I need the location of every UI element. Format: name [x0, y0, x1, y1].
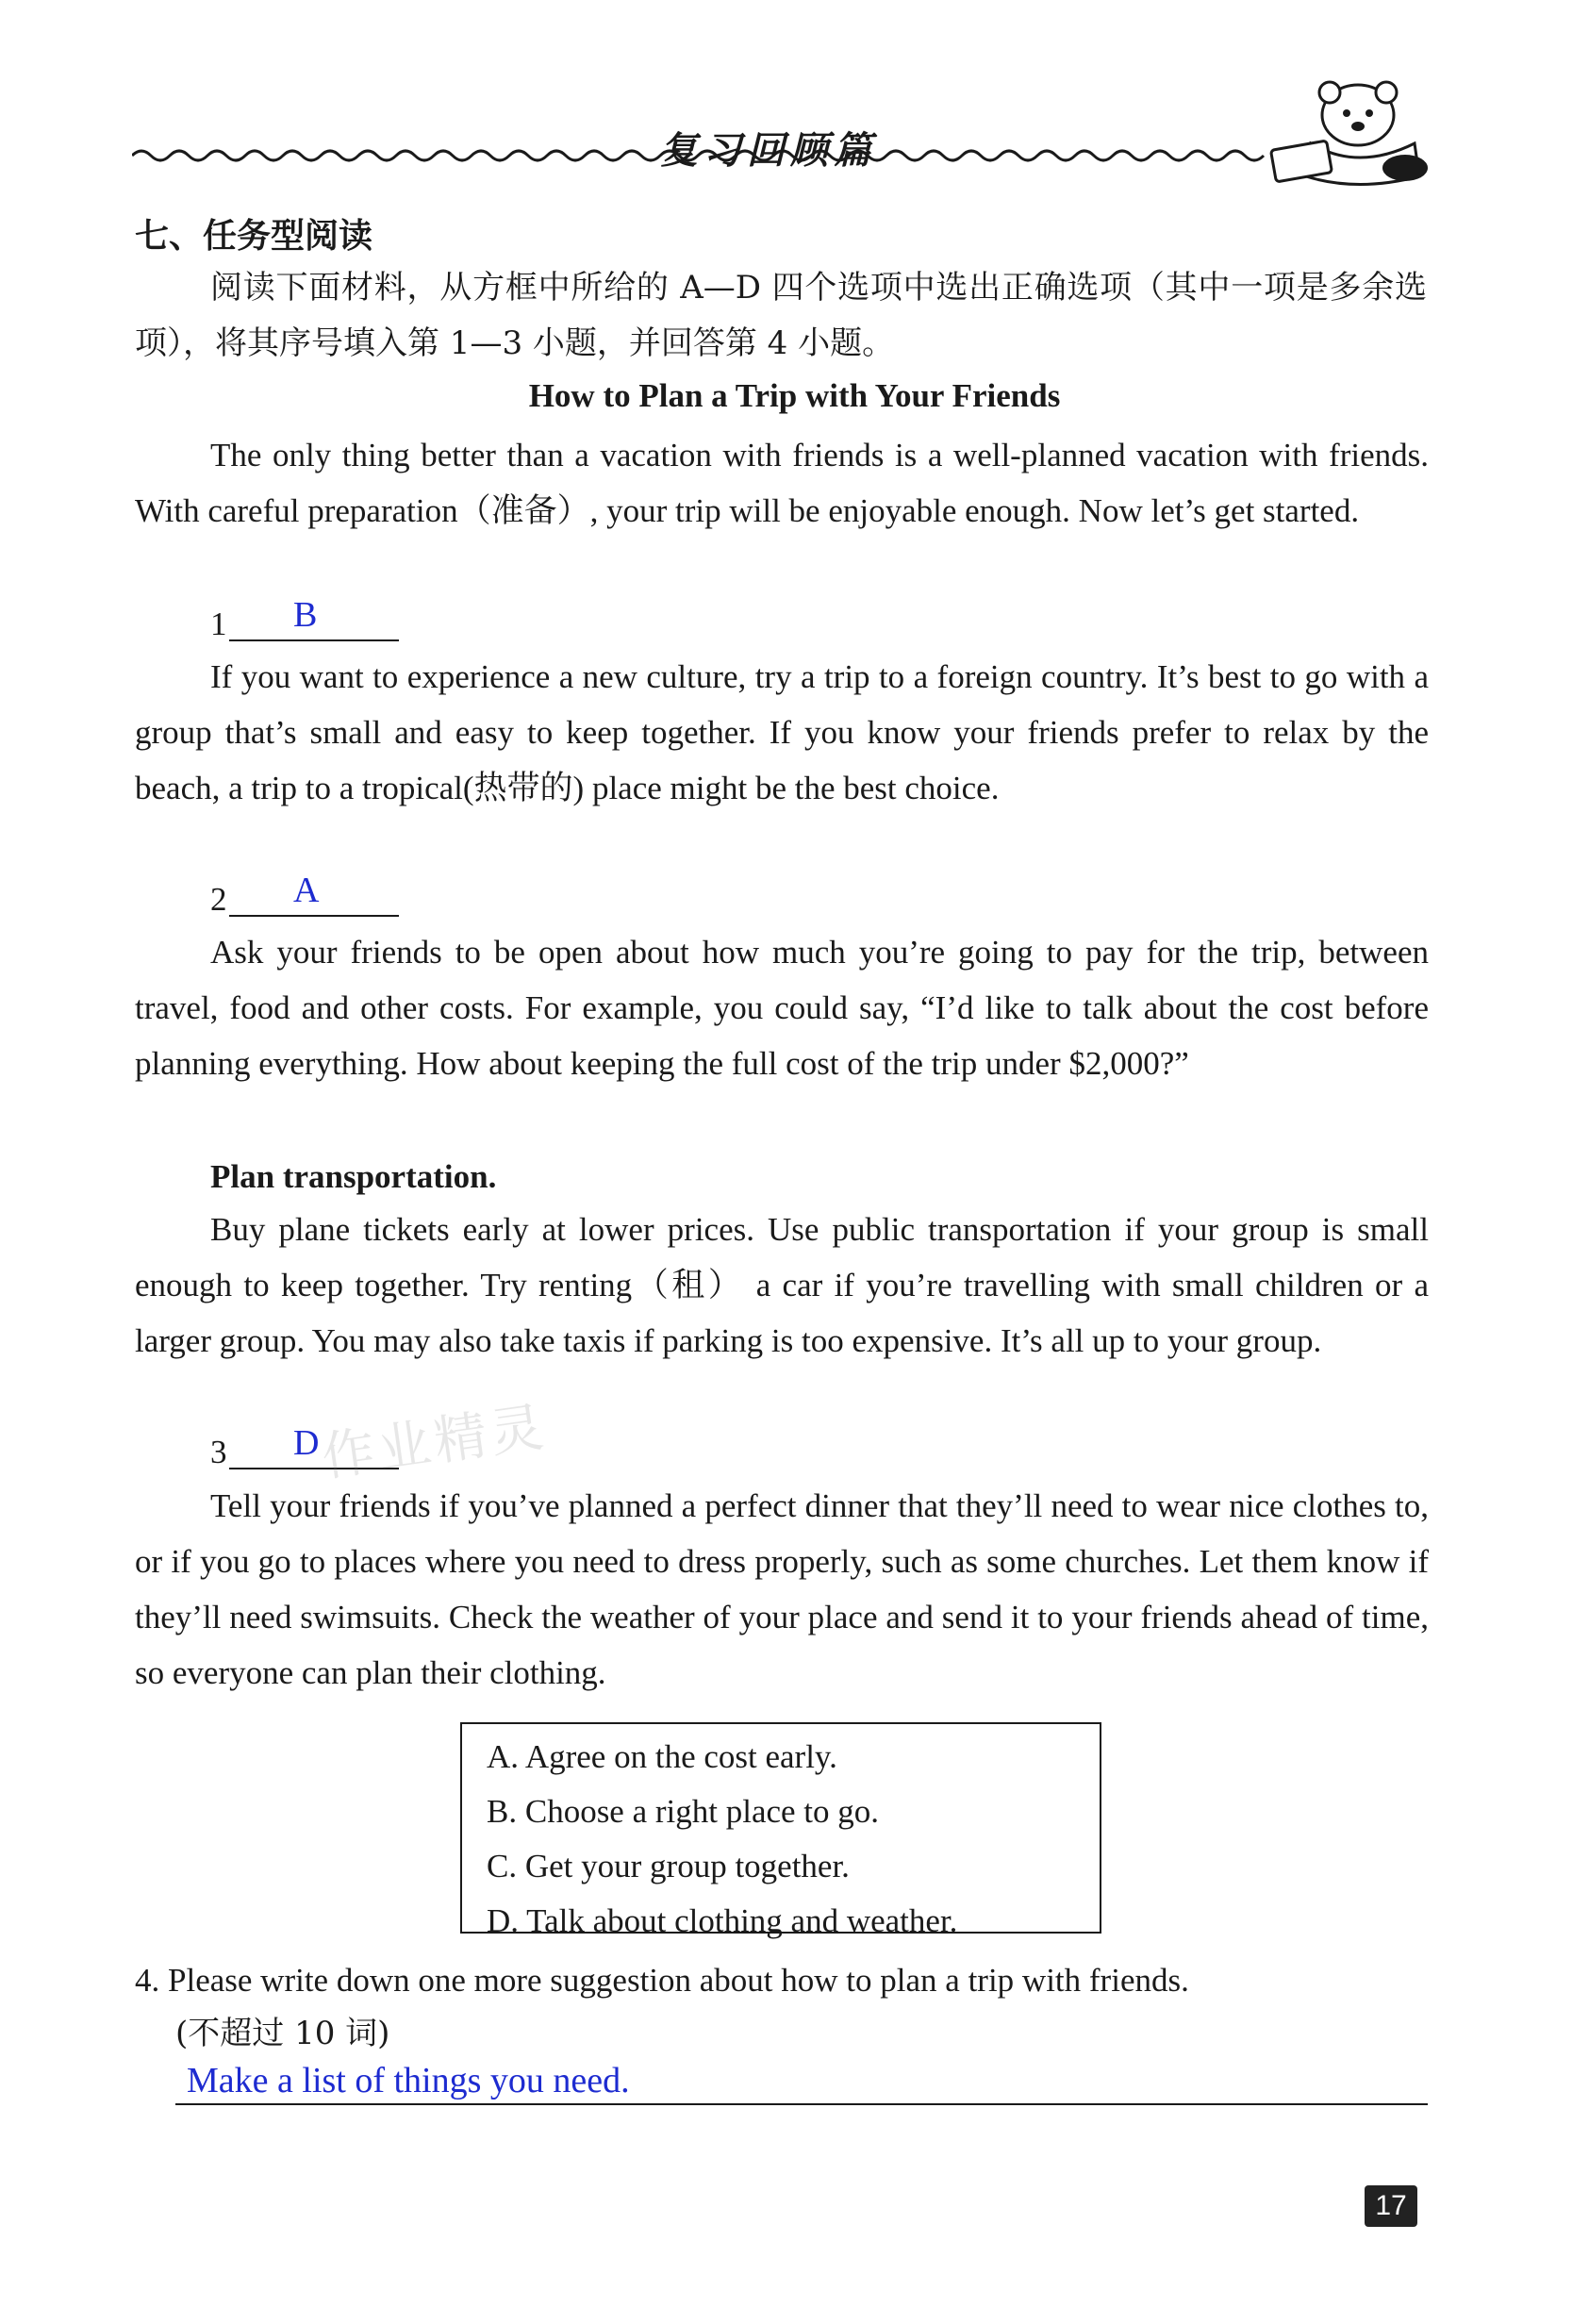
- question-4-note: (不超过 10 词): [175, 2015, 390, 2052]
- passage-title: How to Plan a Trip with Your Friends: [528, 377, 1061, 414]
- watermark: 作业精灵: [318, 1396, 551, 1489]
- passage-paragraph-4: Tell your friends if you’ve planned a perfect dinner that they’ll need to wear nice clothes to, or if you go to places where you need to dress properly, such as some churches. Let them know if they’ll need swimsuits. Check the weather of your place and send it to your friends ahead of time, so everyone can plan their clothing.: [135, 1487, 1429, 1691]
- blank-2-number: 2: [210, 881, 227, 918]
- passage-intro: The only thing better than a vacation with friends is a well-planned vacation with friends. With careful preparation（准备）, your trip will be enjoyable enough. Now let’s get started.: [135, 437, 1429, 529]
- question-4: 4. Please write down one more suggestion about how to plan a trip with friends.: [135, 1962, 1189, 1999]
- option-d: D. Talk about clothing and weather.: [487, 1902, 958, 1939]
- bear-mascot-icon: [1254, 77, 1433, 191]
- option-a: A. Agree on the cost early.: [487, 1738, 837, 1775]
- passage-paragraph-3: Buy plane tickets early at lower prices. Use public transportation if your group is small enough to keep together. Try renting（租） a car if you’re travelling with small children or a larger group. You may also take taxis if parking is too expensive. It’s all up to your group.: [135, 1211, 1429, 1359]
- blank-1-number: 1: [210, 606, 227, 642]
- section-title: 七、任务型阅读: [135, 217, 373, 256]
- page-number: 17: [1365, 2185, 1417, 2227]
- option-c: C. Get your group together.: [487, 1848, 850, 1884]
- option-b: B. Choose a right place to go.: [487, 1793, 880, 1830]
- blank-2[interactable]: [210, 870, 399, 919]
- header-title: 复习回顾篇: [660, 129, 877, 173]
- question-4-answer[interactable]: Make a list of things you need.: [187, 2061, 630, 2100]
- blank-1-answer: B: [293, 595, 318, 635]
- blank-2-answer: A: [293, 871, 320, 910]
- options-box: [460, 1722, 1101, 1939]
- blank-3-number: 3: [210, 1434, 227, 1470]
- passage-paragraph-1: If you want to experience a new culture, try a trip to a foreign country. It’s best to go with a group that’s small and easy to keep together. If you know your friends prefer to relax by the beach, a trip to a tropical(热带的) place might be the best choice.: [135, 658, 1429, 806]
- blank-3-answer: D: [293, 1423, 320, 1463]
- blank-1-line: [229, 639, 399, 641]
- question-4-answer-line: [175, 2103, 1428, 2105]
- subheading-plan-transportation: Plan transportation.: [210, 1158, 497, 1195]
- blank-1[interactable]: [210, 594, 399, 643]
- passage-paragraph-2: Ask your friends to be open about how much you’re going to pay for the trip, between travel, food and other costs. For example, you could say, “I’d like to talk about the cost before planning everything. How about keeping the full cost of the trip under $2,000?”: [135, 934, 1429, 1082]
- blank-2-line: [229, 915, 399, 917]
- instructions: 阅读下面材料，从方框中所给的 A—D 四个选项中选出正确选项（其中一项是多余选项），将其序号填入第 1—3 小题，并回答第 4 小题。: [135, 269, 1427, 362]
